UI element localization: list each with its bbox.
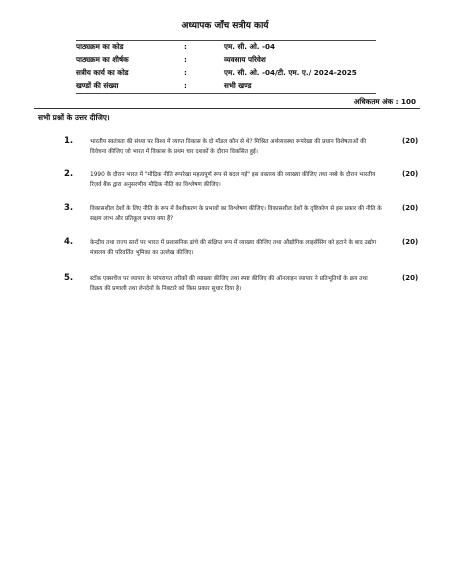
instruction-text: सभी प्रश्नों के उत्तर दीजिए।: [38, 113, 110, 122]
meta-key: खण्डों की संख्या: [76, 81, 119, 90]
max-marks: अधिकतम अंक : 100: [353, 97, 416, 106]
meta-row-blocks: [76, 79, 376, 92]
header-divider: [34, 108, 420, 109]
meta-value: एम. सी. ओ. -04/टी. एम. ए./ 2024-2025: [224, 68, 357, 77]
question-number: 4.: [64, 237, 74, 247]
meta-separator: :: [184, 55, 187, 64]
question-text: केन्द्रीय तथा राज्य स्तरों पर भारत में प्रशासनिक ढांचे की संक्षिप्त रूप में व्याख्या कीजिए तथा औद्योगिक लाइसेंसिंग को हटाने के बाद उद्योग मंत्रालय की परिवर्तित भूमिका का उल्लेख कीजिए।: [90, 240, 377, 256]
question-text: विकासशील देशों के लिए नीति के रूप में वैश्वीकरण के प्रभावों का विश्लेषण कीजिए। विकासशील देशों के दृष्टिकोण से इस प्रकार की नीति के सक्षम लाभ और प्रतिकूल प्रभाव क्या हैं?: [90, 206, 382, 222]
question-text: भारतीय स्वतंत्रता की संध्या पर विश्व में व्याप्त विकास के दो मॉडल कौन से थे? मिश्रित अर्थव्यवस्था रूपरेखा की प्रधान विशेषताओं की विवेचना कीजिए जो भारत में विकास के प्रथम चार दशकों के दौरान विकसित हुई।: [90, 139, 367, 155]
question-text: स्टॉक एक्सचेंज पर व्यापार के परंपरागत तरीकों की व्याख्या कीजिए तथा स्पष्ट कीजिए की ऑनलाइन व्यापार ने प्रतिभूतियों के क्रय तथा विक्रय की प्रणाली तथा लेनदेनों के निबटारे को किस प्रकार सुधार दिया है।: [90, 276, 368, 292]
meta-bottom-rule: [76, 93, 376, 94]
question-marks: (20): [402, 137, 419, 145]
question-number: 1.: [64, 136, 74, 146]
meta-key: पाठ्यक्रम का शीर्षक: [76, 55, 129, 64]
document-title: अध्यापक जाँच सत्रीय कार्य: [181, 21, 269, 31]
meta-value: सभी खण्ड: [224, 81, 252, 90]
question-number: 2.: [64, 169, 74, 179]
question-marks: (20): [402, 274, 419, 282]
meta-separator: :: [184, 42, 187, 51]
meta-key: पाठ्यक्रम का कोड: [76, 42, 124, 51]
question-number: 5.: [64, 273, 74, 283]
meta-row-course-code: [76, 40, 376, 53]
meta-key: सत्रीय कार्य का कोड: [76, 68, 129, 77]
course-meta-table: [76, 40, 376, 92]
meta-value: एम. सी. ओ. -04: [224, 42, 276, 51]
meta-separator: :: [184, 68, 187, 77]
meta-separator: :: [184, 81, 187, 90]
question-number: 3.: [64, 203, 74, 213]
meta-row-course-title: [76, 53, 376, 66]
meta-value: व्यवसाय परिवेश: [224, 55, 266, 64]
meta-row-assignment-code: [76, 66, 376, 79]
question-marks: (20): [402, 204, 419, 212]
question-text: 1990 के दौरान भारत में "मौद्रिक नीति रूपरेखा महत्वपूर्ण रूप से बदल गई" इस वक्तव्य की व्याख्या कीजिए तथा नब्बे के दौरान भारतीय रिज़र्व बैंक द्वारा अनुसरणीय मौद्रिक नीति का विश्लेषण कीजिए।: [90, 172, 376, 188]
question-marks: (20): [402, 238, 419, 246]
question-marks: (20): [402, 170, 419, 178]
